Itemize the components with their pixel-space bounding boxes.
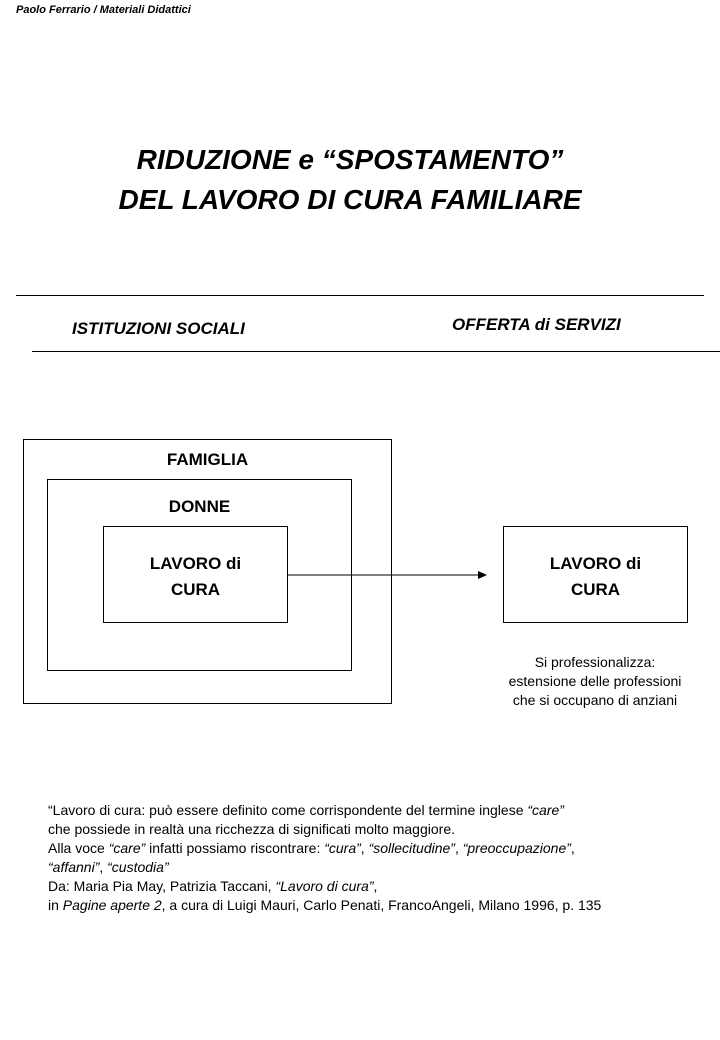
fn-text: ,	[373, 878, 378, 894]
fn-text: infatti possiamo riscontrare:	[145, 840, 325, 856]
fn-text: , a cura di Luigi Mauri, Carlo Penati, FrancoAngeli, Milano 1996, p. 135	[161, 897, 602, 913]
title-line-2: DEL LAVORO DI CURA FAMILIARE	[118, 184, 582, 215]
section-label-offerta: OFFERTA di SERVIZI	[452, 315, 621, 334]
professionalization-caption	[480, 653, 710, 710]
fn-italic: “cura”	[324, 840, 361, 856]
fn-text: Alla voce	[48, 840, 109, 856]
target-label-line-2: CURA	[570, 580, 621, 599]
fn-text: ,	[454, 840, 463, 856]
lavoro-cura-target-label	[503, 551, 688, 603]
fn-italic: “custodia”	[107, 859, 169, 875]
fn-text: ,	[360, 840, 369, 856]
caption-line-3: che si occupano di anziani	[512, 692, 678, 708]
famiglia-label: FAMIGLIA	[166, 450, 249, 469]
arrow-head	[478, 571, 487, 579]
footnote-line-6	[48, 896, 708, 915]
fn-italic: “preoccupazione”	[462, 840, 571, 856]
footnote-line-2: che possiede in realtà una ricchezza di significati molto maggiore.	[48, 821, 455, 837]
caption-line-2: estensione delle professioni	[508, 673, 682, 689]
target-label-line-1: LAVORO di	[549, 554, 642, 573]
fn-italic: “affanni”	[48, 859, 100, 875]
fn-italic: “sollecitudine”	[368, 840, 455, 856]
fn-text: ,	[99, 859, 108, 875]
inner-label-line-2: CURA	[170, 580, 221, 599]
footnote-line-3	[48, 839, 708, 858]
fn-italic: “care”	[108, 840, 146, 856]
footnote-line-5	[48, 877, 708, 896]
author-note: Paolo Ferrario / Materiali Didattici	[16, 4, 191, 16]
inner-label-line-1: LAVORO di	[149, 554, 242, 573]
title-line-1: RIDUZIONE e “SPOSTAMENTO”	[136, 144, 564, 175]
citation-footnote	[48, 801, 708, 915]
fn-italic: “Lavoro di cura”	[275, 878, 374, 894]
footnote-line-1	[48, 801, 708, 820]
section-label-istituzioni: ISTITUZIONI SOCIALI	[72, 319, 245, 338]
fn-text: Da: Maria Pia May, Patrizia Taccani,	[48, 878, 276, 894]
donne-label: DONNE	[168, 497, 231, 516]
fn-italic: “care”	[527, 802, 564, 818]
footnote-line-4	[48, 858, 708, 877]
fn-text: ,	[570, 840, 575, 856]
fn-text: in	[48, 897, 63, 913]
fn-text: “Lavoro di cura: può essere definito come corrispondente del termine inglese	[48, 802, 528, 818]
fn-italic: Pagine aperte 2	[62, 897, 162, 913]
caption-line-1: Si professionalizza:	[534, 654, 656, 670]
